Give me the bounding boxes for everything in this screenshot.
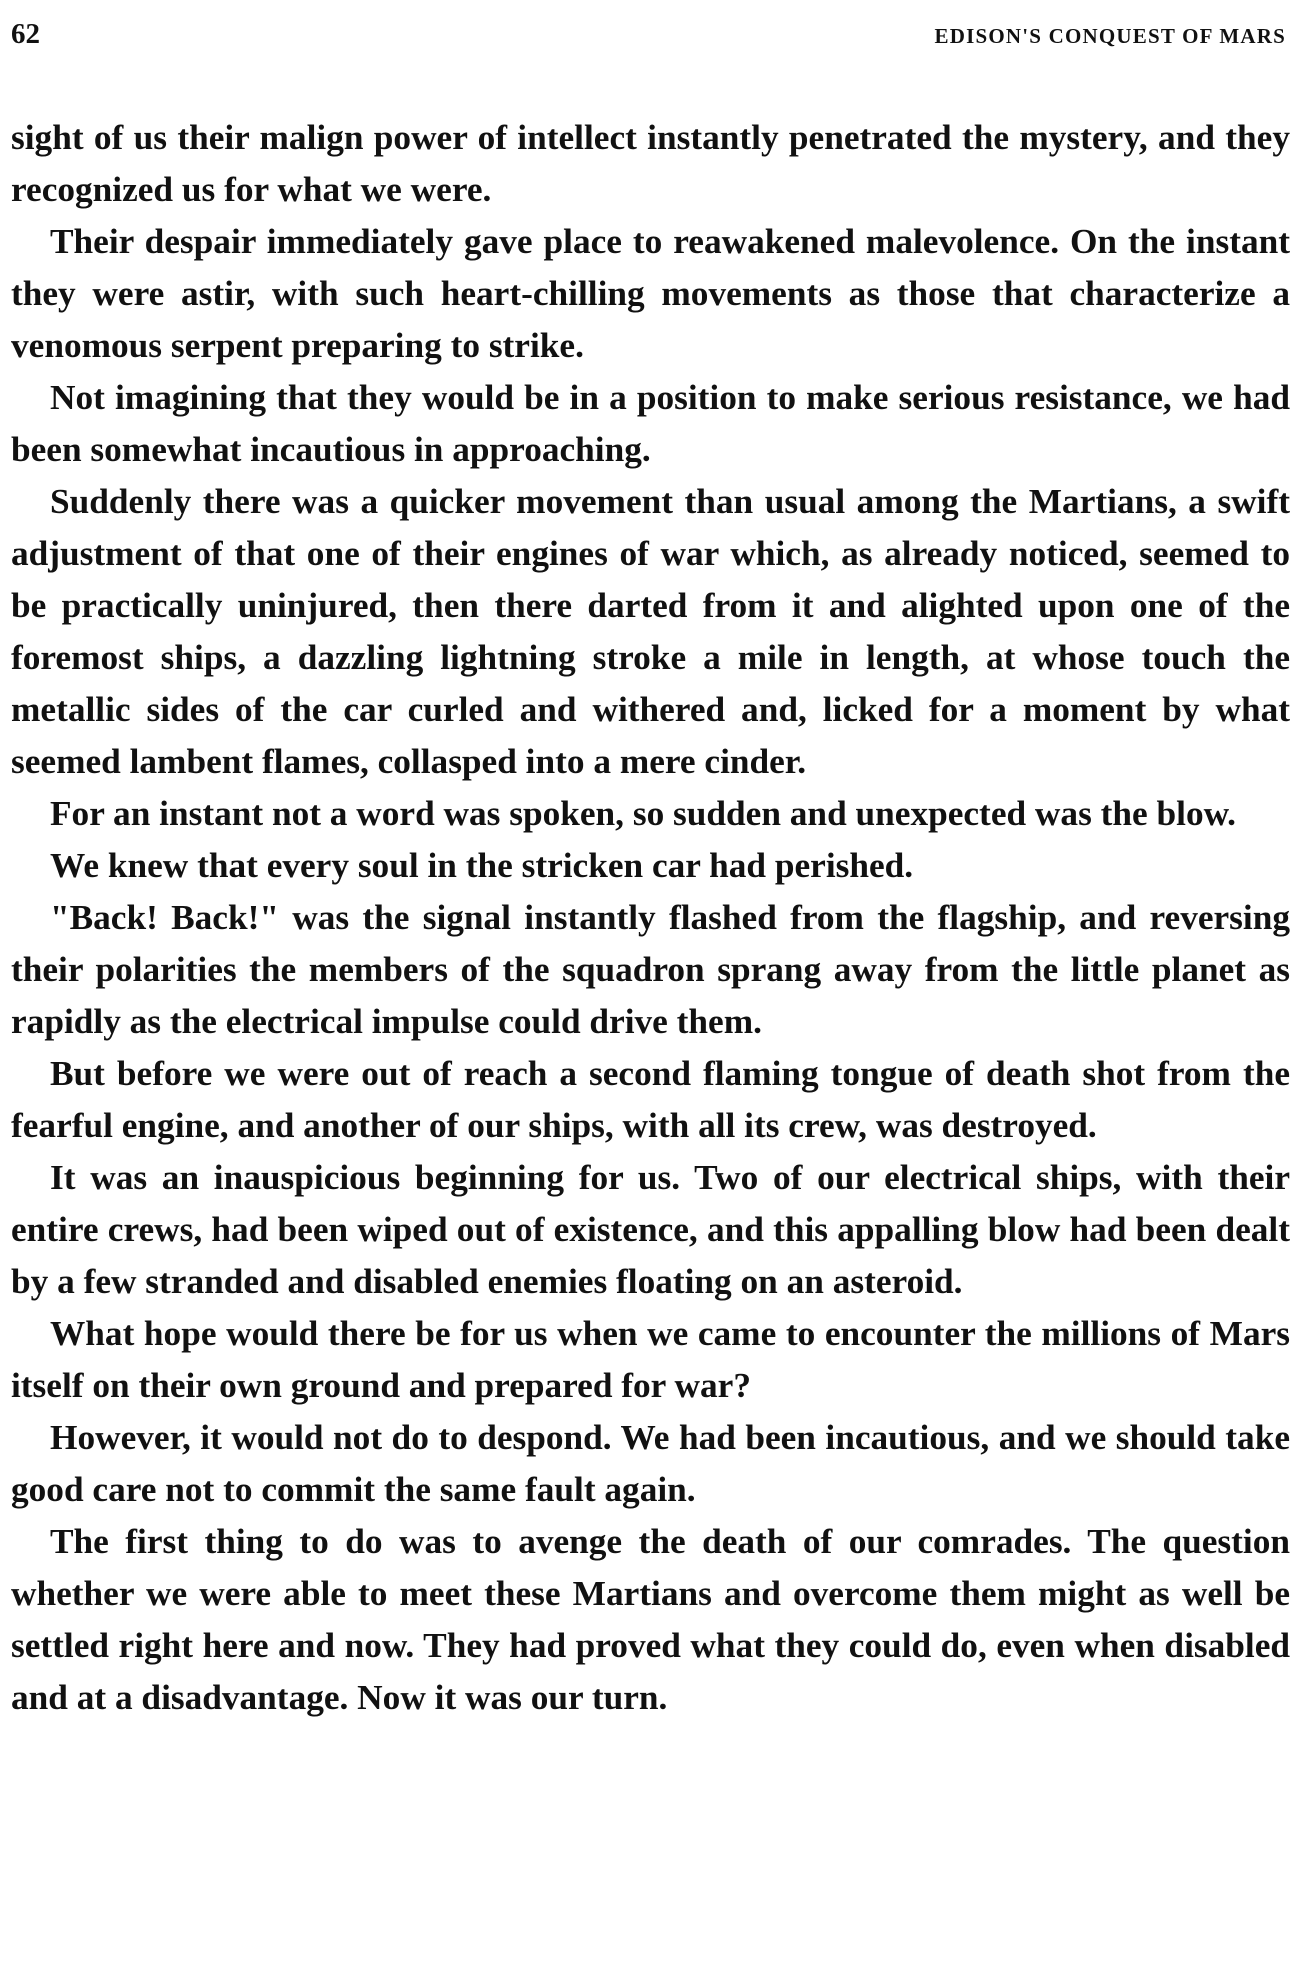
page-number: 62 [11,18,40,50]
running-head [11,18,1290,62]
paragraph: However, it would not do to despond. We had been incautious, and we should take good care not to commit the same fault again. [11,1418,1290,1509]
paragraph: The first thing to do was to avenge the death of our comrades. The question whether we were able to meet these Martians and overcome them might as well be settled right here and now. They had proved what they could do, even when disabled and at a disadvantage. Now it was our turn. [11,1522,1290,1717]
body-text [11,112,1290,1724]
paragraph: What hope would there be for us when we came to encounter the millions of Mars itself on their own ground and prepared for war? [11,1314,1290,1405]
paragraph: Not imagining that they would be in a position to make serious resistance, we had been somewhat incautious in approaching. [11,378,1290,469]
paragraph: Their despair immediately gave place to reawakened malevolence. On the instant they were astir, with such heart-chilling movements as those that characterize a venomous serpent preparing to strike. [11,222,1290,365]
paragraph: "Back! Back!" was the signal instantly flashed from the flagship, and reversing their polarities the members of the squadron sprang away from the little planet as rapidly as the electrical impulse could drive them. [11,898,1290,1041]
paragraph: We knew that every soul in the stricken car had perished. [50,846,914,885]
paragraph: But before we were out of reach a second flaming tongue of death shot from the fearful engine, and another of our ships, with all its crew, was destroyed. [11,1054,1290,1145]
running-title: EDISON'S CONQUEST OF MARS [934,24,1286,48]
paragraph: For an instant not a word was spoken, so sudden and unexpected was the blow. [50,794,1236,833]
paragraph: It was an inauspicious beginning for us. Two of our electrical ships, with their entire crews, had been wiped out of existence, and this appalling blow had been dealt by a few stranded and disabled enemies floating on an asteroid. [11,1158,1290,1301]
paragraph: Suddenly there was a quicker movement than usual among the Martians, a swift adjustment of that one of their engines of war which, as already noticed, seemed to be practically uninjured, then there darted from it and alighted upon one of the foremost ships, a dazzling lightning stroke a mile in length, at whose touch the metallic sides of the car curled and withered and, licked for a moment by what seemed lambent flames, collasped into a mere cinder. [11,482,1290,781]
paragraph-continued: sight of us their malign power of intellect instantly penetrated the mystery, and they recognized us for what we were. [11,118,1290,209]
